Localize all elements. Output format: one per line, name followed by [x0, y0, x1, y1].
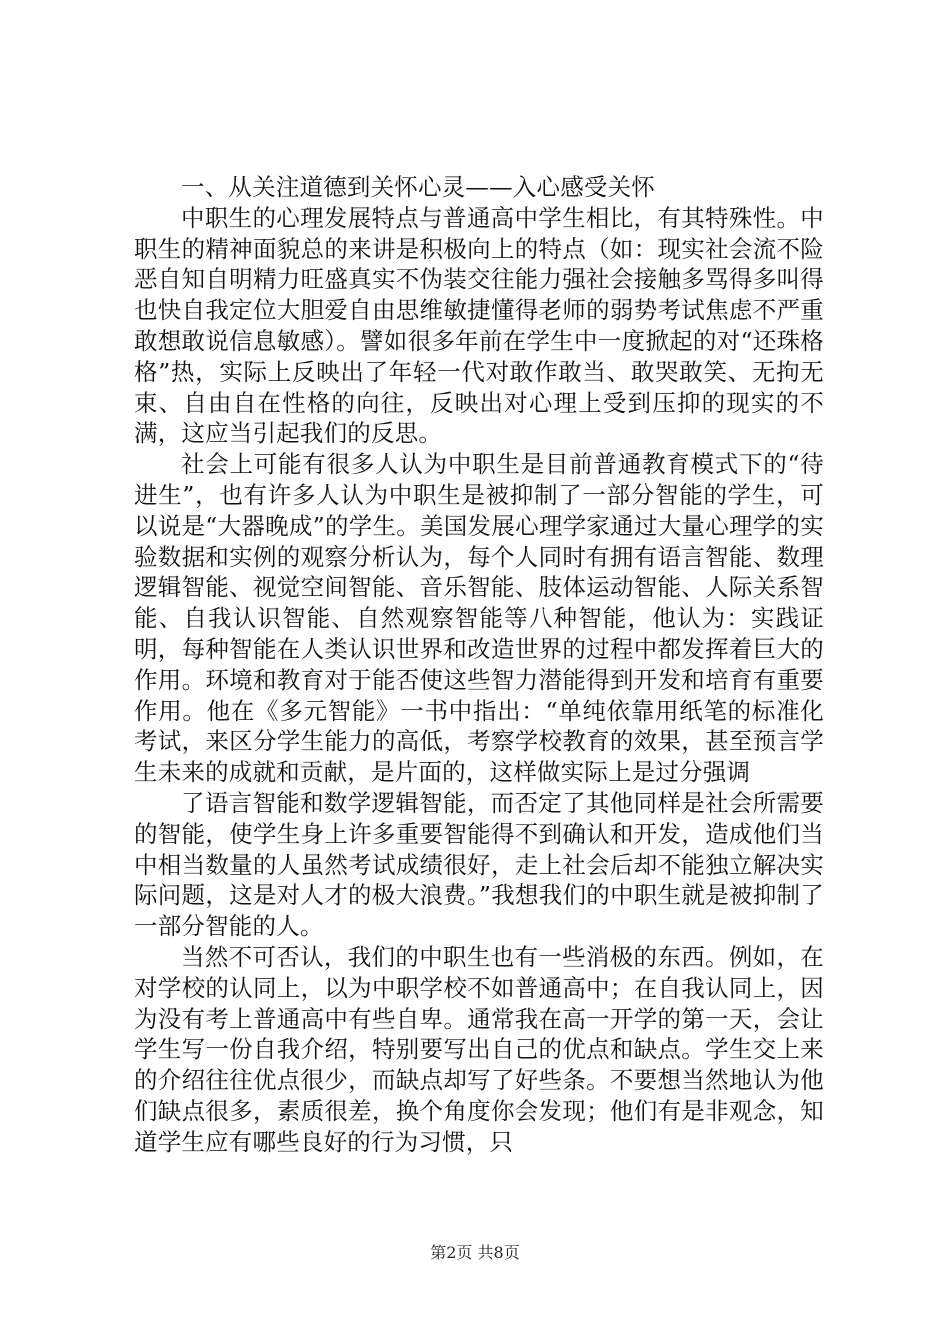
document-body — [134, 172, 824, 1158]
body-paragraph: 了语言智能和数学逻辑智能，而否定了其他同样是社会所需要的智能，使学生身上许多重要智能得不到确认和开发，造成他们当中相当数量的人虽然考试成绩很好，走上社会后却不能独立解决实际问题，这是对人才的极大浪费。”我想我们的中职生就是被抑制了一部分智能的人。 — [134, 788, 824, 941]
body-paragraph: 中职生的心理发展特点与普通高中学生相比，有其特殊性。中职生的精神面貌总的来讲是积极向上的特点（如：现实社会流不险恶自知自明精力旺盛真实不伪装交往能力强社会接触多骂得多叫得也快自我定位大胆爱自由思维敏捷懂得老师的弱势考试焦虑不严重敢想敢说信息敏感）。譬如很多年前在学生中一度掀起的对“还珠格格”热，实际上反映出了年轻一代对敢作敢当、敢哭敢笑、无拘无束、自由自在性格的向往，反映出对心理上受到压抑的现实的不满，这应当引起我们的反思。 — [134, 203, 824, 448]
body-paragraph: 当然不可否认，我们的中职生也有一些消极的东西。例如，在对学校的认同上，以为中职学校不如普通高中；在自我认同上，因为没有考上普通高中有些自卑。通常我在高一开学的第一天，会让学生写一份自我介绍，特别要写出自己的优点和缺点。学生交上来的介绍往往优点很少，而缺点却写了好些条。不要想当然地认为他们缺点很多，素质很差，换个角度你会发现；他们有是非观念，知道学生应有哪些良好的行为习惯，只 — [134, 942, 824, 1156]
page-footer — [0, 1240, 950, 1263]
section-heading: 一、从关注道德到关怀心灵——入心感受关怀 — [181, 173, 655, 201]
page-number: 第2页 共8页 — [430, 1243, 520, 1262]
body-paragraph: 社会上可能有很多人认为中职生是目前普通教育模式下的“待进生”，也有许多人认为中职生是被抑制了一部分智能的学生，可以说是“大器晚成”的学生。美国发展心理学家通过大量心理学的实验数据和实例的观察分析认为，每个人同时有拥有语言智能、数理逻辑智能、视觉空间智能、音乐智能、肢体运动智能、人际关系智能、自我认识智能、自然观察智能等八种智能，他认为：实践证明，每种智能在人类认识世界和改造世界的过程中都发挥着巨大的作用。环境和教育对于能否使这些智力潜能得到开发和培育有重要作用。他在《多元智能》一书中指出：“单纯依靠用纸笔的标准化考试，来区分学生能力的高低，考察学校教育的效果，甚至预言学生未来的成就和贡献，是片面的，这样做实际上是过分强调 — [134, 450, 824, 787]
